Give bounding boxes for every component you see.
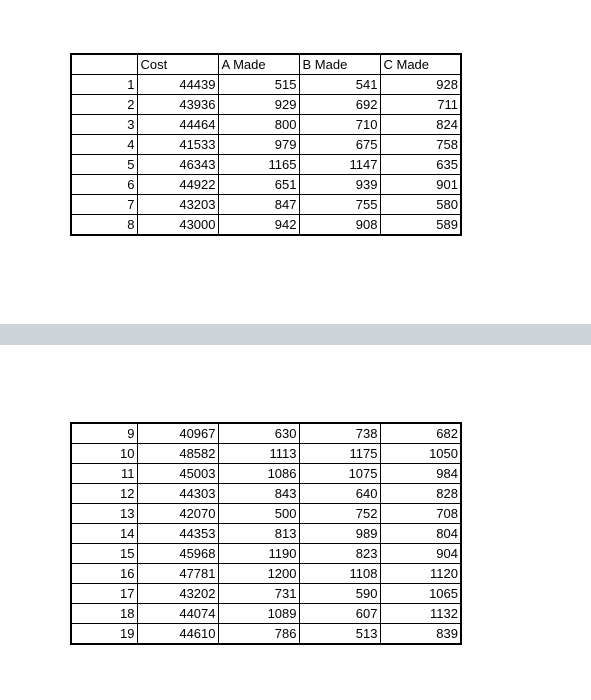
- column-header: C Made: [380, 54, 461, 75]
- table-row: [71, 504, 461, 524]
- b-made-cell: 1075: [299, 464, 380, 484]
- a-made-cell: 731: [218, 584, 299, 604]
- row-number-cell: 9: [71, 423, 137, 444]
- c-made-cell: 682: [380, 423, 461, 444]
- b-made-cell: 541: [299, 75, 380, 95]
- table-row: [71, 215, 461, 236]
- b-made-cell: 1108: [299, 564, 380, 584]
- c-made-cell: 758: [380, 135, 461, 155]
- cost-cell: 43000: [137, 215, 218, 236]
- column-header: Cost: [137, 54, 218, 75]
- a-made-cell: 1089: [218, 604, 299, 624]
- table-row: [71, 544, 461, 564]
- b-made-cell: 1147: [299, 155, 380, 175]
- b-made-cell: 939: [299, 175, 380, 195]
- b-made-cell: 823: [299, 544, 380, 564]
- production-cost-table-top: [70, 53, 462, 236]
- table-row: [71, 624, 461, 645]
- cost-cell: 43203: [137, 195, 218, 215]
- a-made-cell: 929: [218, 95, 299, 115]
- cost-cell: 43202: [137, 584, 218, 604]
- b-made-cell: 755: [299, 195, 380, 215]
- c-made-cell: 580: [380, 195, 461, 215]
- row-number-cell: 15: [71, 544, 137, 564]
- b-made-cell: 738: [299, 423, 380, 444]
- table-row: [71, 195, 461, 215]
- a-made-cell: 500: [218, 504, 299, 524]
- b-made-cell: 989: [299, 524, 380, 544]
- b-made-cell: 607: [299, 604, 380, 624]
- c-made-cell: 1065: [380, 584, 461, 604]
- cost-cell: 41533: [137, 135, 218, 155]
- a-made-cell: 1190: [218, 544, 299, 564]
- header-row: [71, 54, 461, 75]
- c-made-cell: 711: [380, 95, 461, 115]
- table-row: [71, 75, 461, 95]
- cost-cell: 44353: [137, 524, 218, 544]
- b-made-cell: 692: [299, 95, 380, 115]
- a-made-cell: 1200: [218, 564, 299, 584]
- b-made-cell: 675: [299, 135, 380, 155]
- cost-cell: 45968: [137, 544, 218, 564]
- row-number-cell: 14: [71, 524, 137, 544]
- c-made-cell: 901: [380, 175, 461, 195]
- a-made-cell: 630: [218, 423, 299, 444]
- cost-cell: 44074: [137, 604, 218, 624]
- cost-cell: 44610: [137, 624, 218, 645]
- table-row: [71, 444, 461, 464]
- a-made-cell: 800: [218, 115, 299, 135]
- c-made-cell: 839: [380, 624, 461, 645]
- a-made-cell: 843: [218, 484, 299, 504]
- a-made-cell: 515: [218, 75, 299, 95]
- cost-cell: 44464: [137, 115, 218, 135]
- table-bottom-body: [71, 423, 461, 644]
- b-made-cell: 590: [299, 584, 380, 604]
- c-made-cell: 828: [380, 484, 461, 504]
- a-made-cell: 786: [218, 624, 299, 645]
- a-made-cell: 847: [218, 195, 299, 215]
- table-row: [71, 155, 461, 175]
- table-row: [71, 484, 461, 504]
- row-number-cell: 11: [71, 464, 137, 484]
- a-made-cell: 1165: [218, 155, 299, 175]
- row-number-cell: 6: [71, 175, 137, 195]
- a-made-cell: 942: [218, 215, 299, 236]
- table-row: [71, 564, 461, 584]
- table-row: [71, 115, 461, 135]
- cost-cell: 40967: [137, 423, 218, 444]
- table-row: [71, 135, 461, 155]
- cost-cell: 44922: [137, 175, 218, 195]
- b-made-cell: 640: [299, 484, 380, 504]
- a-made-cell: 651: [218, 175, 299, 195]
- cost-cell: 47781: [137, 564, 218, 584]
- row-number-cell: 2: [71, 95, 137, 115]
- row-number-cell: 17: [71, 584, 137, 604]
- c-made-cell: 1050: [380, 444, 461, 464]
- row-number-cell: 16: [71, 564, 137, 584]
- a-made-cell: 1086: [218, 464, 299, 484]
- row-number-cell: 4: [71, 135, 137, 155]
- table-row: [71, 584, 461, 604]
- c-made-cell: 1120: [380, 564, 461, 584]
- table-row: [71, 423, 461, 444]
- c-made-cell: 824: [380, 115, 461, 135]
- b-made-cell: 908: [299, 215, 380, 236]
- b-made-cell: 752: [299, 504, 380, 524]
- row-number-cell: 19: [71, 624, 137, 645]
- a-made-cell: 979: [218, 135, 299, 155]
- row-number-cell: 12: [71, 484, 137, 504]
- row-number-cell: 5: [71, 155, 137, 175]
- row-number-cell: 18: [71, 604, 137, 624]
- row-number-cell: 13: [71, 504, 137, 524]
- cost-cell: 45003: [137, 464, 218, 484]
- row-number-cell: 1: [71, 75, 137, 95]
- table-row: [71, 604, 461, 624]
- a-made-cell: 1113: [218, 444, 299, 464]
- table-row: [71, 175, 461, 195]
- cost-cell: 44439: [137, 75, 218, 95]
- row-number-cell: 3: [71, 115, 137, 135]
- c-made-cell: 708: [380, 504, 461, 524]
- cost-cell: 46343: [137, 155, 218, 175]
- c-made-cell: 635: [380, 155, 461, 175]
- c-made-cell: 1132: [380, 604, 461, 624]
- production-cost-table-bottom: [70, 422, 462, 645]
- c-made-cell: 928: [380, 75, 461, 95]
- c-made-cell: 904: [380, 544, 461, 564]
- column-header: B Made: [299, 54, 380, 75]
- table-row: [71, 95, 461, 115]
- row-number-cell: 8: [71, 215, 137, 236]
- cost-cell: 44303: [137, 484, 218, 504]
- row-number-cell: 10: [71, 444, 137, 464]
- b-made-cell: 710: [299, 115, 380, 135]
- c-made-cell: 589: [380, 215, 461, 236]
- table-row: [71, 524, 461, 544]
- b-made-cell: 1175: [299, 444, 380, 464]
- a-made-cell: 813: [218, 524, 299, 544]
- cost-cell: 48582: [137, 444, 218, 464]
- row-number-cell: 7: [71, 195, 137, 215]
- table-row: [71, 464, 461, 484]
- c-made-cell: 984: [380, 464, 461, 484]
- cost-cell: 42070: [137, 504, 218, 524]
- cost-cell: 43936: [137, 95, 218, 115]
- section-divider: [0, 324, 591, 345]
- c-made-cell: 804: [380, 524, 461, 544]
- column-header: A Made: [218, 54, 299, 75]
- table-top-body: [71, 54, 461, 235]
- header-corner-cell: [71, 54, 137, 75]
- b-made-cell: 513: [299, 624, 380, 645]
